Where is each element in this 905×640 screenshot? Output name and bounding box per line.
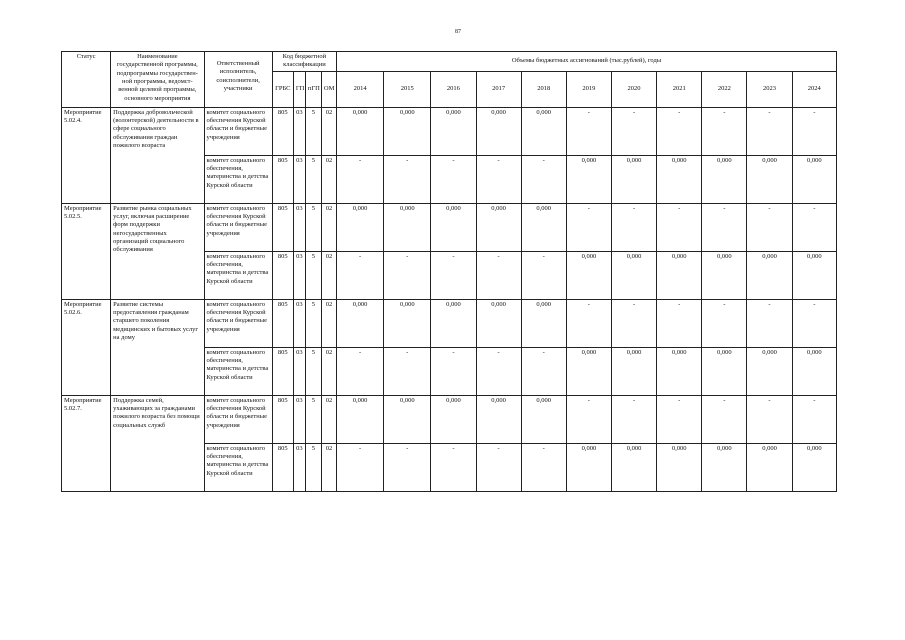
row-value-cell: 0,000: [566, 347, 611, 395]
row-value-cell: -: [431, 251, 476, 299]
page-number: 87: [455, 29, 461, 35]
row-value-cell: -: [566, 107, 611, 155]
row-executor: комитет социального обеспечения, материнства и детства Курской области: [204, 251, 272, 299]
header-code-2: пГП: [305, 71, 321, 107]
row-code-cell: 5: [305, 251, 321, 299]
row-value-cell: 0,000: [611, 443, 656, 491]
row-value-cell: -: [657, 107, 702, 155]
row-value-cell: -: [521, 443, 566, 491]
row-measure-name: Развитие рынка социальных услуг, включая расширение форм поддержки негосударственных организаций социального обслуживания: [111, 203, 204, 299]
row-value-cell: 0,000: [657, 443, 702, 491]
header-year-2020: 2020: [611, 71, 656, 107]
row-code-cell: 805: [272, 443, 293, 491]
row-code-cell: 805: [272, 395, 293, 443]
row-code-cell: 5: [305, 107, 321, 155]
row-value-cell: 0,000: [657, 347, 702, 395]
row-code-cell: 03: [293, 347, 305, 395]
row-value-cell: -: [431, 347, 476, 395]
row-value-cell: 0,000: [337, 395, 384, 443]
row-value-cell: -: [384, 443, 431, 491]
row-value-cell: 0,000: [476, 395, 521, 443]
header-name: Наименование государственной программы, подпрограммы государствен-ной программы, ведомст-венной целевой программы, основного мероприятия: [111, 52, 204, 108]
row-value-cell: -: [337, 443, 384, 491]
row-value-cell: -: [611, 395, 656, 443]
row-value-cell: -: [611, 107, 656, 155]
row-code-cell: 03: [293, 395, 305, 443]
row-code-cell: 5: [305, 347, 321, 395]
header-code-1: ГП: [293, 71, 305, 107]
row-code-cell: 5: [305, 443, 321, 491]
row-value-cell: 0,000: [431, 107, 476, 155]
row-code-cell: 02: [321, 251, 336, 299]
table-row: [62, 299, 837, 347]
row-measure-name: Развитие системы предоставления гражданам старшего поколения медицинских и бытовых услуг на дому: [111, 299, 204, 395]
row-value-cell: -: [702, 395, 747, 443]
header-year-2024: 2024: [792, 71, 836, 107]
row-value-cell: 0,000: [747, 443, 792, 491]
table-row: [62, 395, 837, 443]
header-budget-code: Код бюджетной классификации: [272, 52, 336, 72]
row-value-cell: 0,000: [384, 203, 431, 251]
row-executor: комитет социального обеспечения Курской области и бюджетные учреждения: [204, 395, 272, 443]
row-value-cell: -: [431, 155, 476, 203]
row-value-cell: 0,000: [702, 347, 747, 395]
row-value-cell: 0,000: [792, 347, 836, 395]
header-year-2014: 2014: [337, 71, 384, 107]
row-code-cell: 02: [321, 107, 336, 155]
row-code-cell: 805: [272, 107, 293, 155]
row-value-cell: -: [476, 155, 521, 203]
row-executor: комитет социального обеспечения, материнства и детства Курской области: [204, 443, 272, 491]
row-value-cell: -: [337, 155, 384, 203]
row-value-cell: 0,000: [792, 443, 836, 491]
row-value-cell: -: [476, 347, 521, 395]
row-code-cell: 02: [321, 299, 336, 347]
row-code-cell: 5: [305, 299, 321, 347]
row-value-cell: -: [566, 395, 611, 443]
row-value-cell: 0,000: [657, 155, 702, 203]
row-code-cell: 02: [321, 155, 336, 203]
row-value-cell: -: [702, 299, 747, 347]
row-value-cell: -: [657, 299, 702, 347]
row-value-cell: -: [792, 299, 836, 347]
header-executor: Ответственный исполнитель, соисполнители, участники: [204, 52, 272, 108]
row-executor: комитет социального обеспечения, материнства и детства Курской области: [204, 347, 272, 395]
row-code-cell: 5: [305, 203, 321, 251]
row-value-cell: -: [384, 155, 431, 203]
header-row-1: [62, 52, 837, 72]
row-executor: комитет социального обеспечения, материнства и детства Курской области: [204, 155, 272, 203]
row-executor: комитет социального обеспечения Курской области и бюджетные учреждения: [204, 299, 272, 347]
table-row: [62, 107, 837, 155]
header-status: Статус: [62, 52, 111, 108]
row-value-cell: 0,000: [337, 299, 384, 347]
row-value-cell: 0,000: [702, 155, 747, 203]
row-code-cell: 03: [293, 443, 305, 491]
row-value-cell: 0,000: [566, 155, 611, 203]
row-value-cell: -: [337, 347, 384, 395]
row-value-cell: 0,000: [337, 203, 384, 251]
row-value-cell: 0,000: [611, 155, 656, 203]
row-value-cell: 0,000: [476, 299, 521, 347]
row-value-cell: -: [521, 347, 566, 395]
row-code-cell: 805: [272, 155, 293, 203]
row-value-cell: 0,000: [476, 107, 521, 155]
row-code-cell: 03: [293, 299, 305, 347]
row-status: Мероприятие 5.02.4.: [62, 107, 111, 203]
row-value-cell: 0,000: [702, 251, 747, 299]
row-value-cell: 0,000: [611, 347, 656, 395]
row-value-cell: 0,000: [431, 299, 476, 347]
row-measure-name: Поддержка добровольческой (волонтерской) деятельности в сфере социального обслуживания граждан пожилого возраста: [111, 107, 204, 203]
row-executor: комитет социального обеспечения Курской области и бюджетные учреждения: [204, 107, 272, 155]
row-code-cell: 02: [321, 203, 336, 251]
budget-table: [61, 51, 837, 492]
row-value-cell: -: [747, 299, 792, 347]
row-value-cell: 0,000: [521, 203, 566, 251]
row-value-cell: -: [792, 203, 836, 251]
row-code-cell: 805: [272, 251, 293, 299]
row-code-cell: 5: [305, 395, 321, 443]
row-value-cell: -: [566, 299, 611, 347]
row-value-cell: 0,000: [747, 155, 792, 203]
header-year-2017: 2017: [476, 71, 521, 107]
row-value-cell: -: [611, 299, 656, 347]
row-code-cell: 02: [321, 443, 336, 491]
row-value-cell: 0,000: [384, 299, 431, 347]
row-value-cell: 0,000: [792, 155, 836, 203]
header-year-2016: 2016: [431, 71, 476, 107]
row-value-cell: -: [476, 251, 521, 299]
row-value-cell: 0,000: [431, 203, 476, 251]
row-code-cell: 03: [293, 155, 305, 203]
row-value-cell: -: [747, 203, 792, 251]
row-value-cell: 0,000: [747, 347, 792, 395]
row-value-cell: -: [384, 251, 431, 299]
row-value-cell: 0,000: [384, 395, 431, 443]
row-value-cell: 0,000: [611, 251, 656, 299]
row-value-cell: -: [521, 155, 566, 203]
row-value-cell: -: [792, 107, 836, 155]
row-value-cell: -: [657, 395, 702, 443]
row-measure-name: Поддержка семей, ухаживающих за гражданами пожилого возраста без помощи социальных служб: [111, 395, 204, 491]
row-value-cell: -: [702, 107, 747, 155]
header-year-2019: 2019: [566, 71, 611, 107]
row-status: Мероприятие 5.02.7.: [62, 395, 111, 491]
row-code-cell: 5: [305, 155, 321, 203]
row-value-cell: 0,000: [521, 299, 566, 347]
row-value-cell: -: [521, 251, 566, 299]
row-value-cell: -: [476, 443, 521, 491]
row-value-cell: 0,000: [566, 443, 611, 491]
row-value-cell: 0,000: [521, 395, 566, 443]
header-year-2021: 2021: [657, 71, 702, 107]
row-executor: комитет социального обеспечения Курской области и бюджетные учреждения: [204, 203, 272, 251]
header-year-2015: 2015: [384, 71, 431, 107]
table-row: [62, 203, 837, 251]
row-code-cell: 03: [293, 107, 305, 155]
row-code-cell: 03: [293, 203, 305, 251]
row-value-cell: -: [657, 203, 702, 251]
row-status: Мероприятие 5.02.6.: [62, 299, 111, 395]
header-year-2023: 2023: [747, 71, 792, 107]
row-value-cell: 0,000: [384, 107, 431, 155]
row-value-cell: -: [431, 443, 476, 491]
row-value-cell: -: [702, 203, 747, 251]
row-value-cell: 0,000: [792, 251, 836, 299]
row-value-cell: -: [337, 251, 384, 299]
row-value-cell: -: [792, 395, 836, 443]
row-value-cell: -: [611, 203, 656, 251]
header-code-3: ОМ: [321, 71, 336, 107]
row-value-cell: -: [384, 347, 431, 395]
row-value-cell: 0,000: [702, 443, 747, 491]
header-year-2022: 2022: [702, 71, 747, 107]
row-value-cell: 0,000: [747, 251, 792, 299]
row-value-cell: 0,000: [657, 251, 702, 299]
header-volumes: Объемы бюджетных ассигнований (тыс.рублей), годы: [337, 52, 837, 72]
header-year-2018: 2018: [521, 71, 566, 107]
row-value-cell: 0,000: [431, 395, 476, 443]
row-code-cell: 805: [272, 203, 293, 251]
header-code-0: ГРБС: [272, 71, 293, 107]
row-code-cell: 02: [321, 395, 336, 443]
row-code-cell: 03: [293, 251, 305, 299]
row-code-cell: 02: [321, 347, 336, 395]
row-value-cell: -: [747, 395, 792, 443]
row-value-cell: 0,000: [337, 107, 384, 155]
row-value-cell: 0,000: [476, 203, 521, 251]
row-status: Мероприятие 5.02.5.: [62, 203, 111, 299]
row-value-cell: 0,000: [521, 107, 566, 155]
row-value-cell: 0,000: [566, 251, 611, 299]
row-code-cell: 805: [272, 299, 293, 347]
row-code-cell: 805: [272, 347, 293, 395]
row-value-cell: -: [747, 107, 792, 155]
row-value-cell: -: [566, 203, 611, 251]
